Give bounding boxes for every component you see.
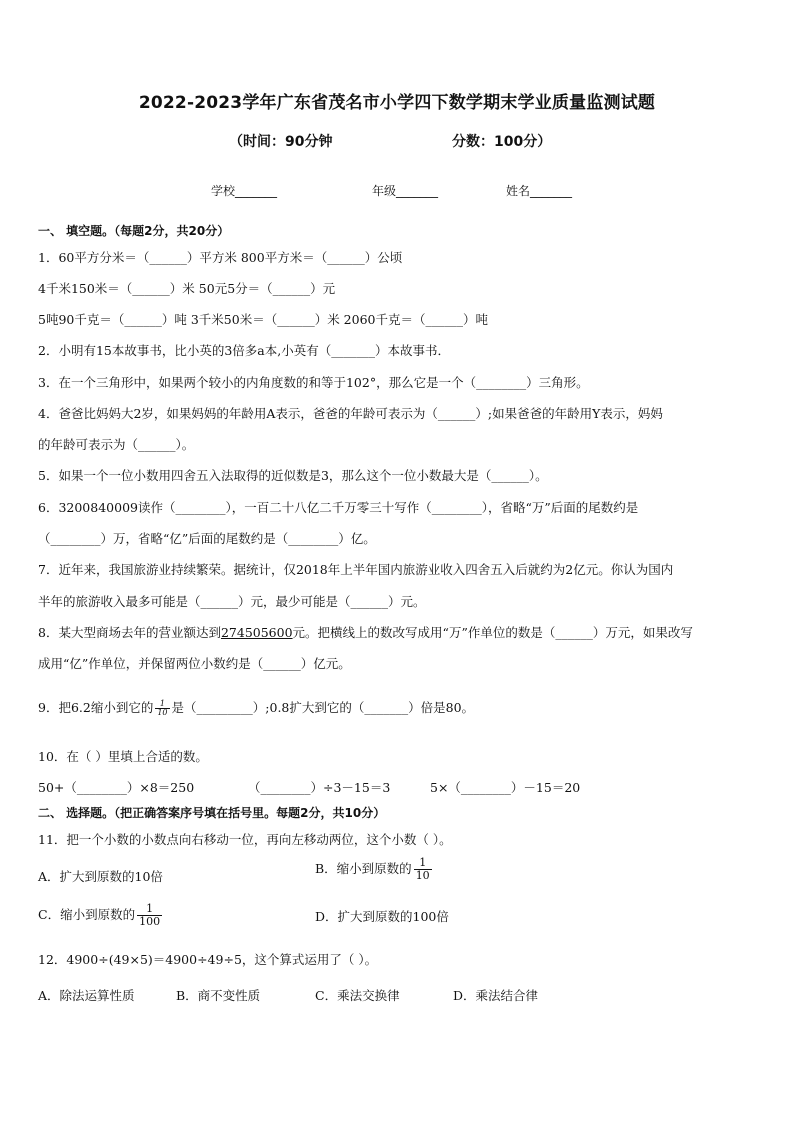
question-11: 11．把一个小数的小数点向右移动一位，再向左移动两位，这个小数（ ）。 [38, 832, 452, 847]
option-12d: D．乘法结合律 [453, 988, 539, 1003]
question-1b: 4千米150米＝（______）米 50元5分＝（______）元 [38, 281, 336, 296]
question-12: 12．4900÷(49×5)＝4900÷49÷5，这个算式运用了（ ）。 [38, 952, 378, 967]
question-9-post: 是（_________）;0.8扩大到它的（_______）倍是80。 [171, 700, 475, 715]
question-1c: 5吨90千克＝（______）吨 3千米50米＝（______）米 2060千克＝（______）吨 [38, 312, 488, 327]
question-8b: 成用“亿”作单位，并保留两位小数约是（______）亿元。 [38, 656, 351, 671]
name-field: 姓名_______ [506, 184, 573, 198]
grade-field: 年级_______ [372, 184, 439, 198]
section1-heading: 一、 填空题。（每题2分，共20分） [38, 224, 230, 238]
fraction-1-10: $\frac{1}{10}$ [415, 856, 430, 882]
question-10: 10．在（ ）里填上合适的数。 [38, 749, 208, 764]
question-9 [38, 700, 474, 717]
question-10a: 50+（________）×8＝250 [38, 780, 195, 795]
question-4b: 的年龄可表示为（______）。 [38, 437, 195, 452]
option-12b: B．商不变性质 [176, 988, 261, 1003]
question-6a: 6．3200840009读作（________），一百二十八亿二千万零三十写作（________），省略“万”后面的尾数约是 [38, 500, 639, 515]
exam-score: 分数：100分） [452, 134, 552, 150]
question-8a [38, 625, 693, 641]
question-7b: 半年的旅游收入最多可能是（______）元，最少可能是（______）元。 [38, 594, 426, 609]
question-1a: 1．60平方分米＝（______）平方米 800平方米＝（______）公顷 [38, 250, 403, 265]
option-11c: C．缩小到原数的 $\frac{1}{100}$ [38, 902, 161, 928]
option-11b: B．缩小到原数的 $\frac{1}{10}$ [315, 856, 430, 882]
question-8a-number: 274505600 [220, 625, 293, 640]
question-9-pre: 9．把6.2缩小到它的 [38, 700, 154, 715]
fraction-one-tenth: $\frac{1}{10}$ [157, 699, 168, 717]
question-10b: （________）÷3－15＝3 [248, 780, 391, 795]
question-8a-pre: 8．某大型商场去年的营业额达到 [38, 625, 221, 640]
section2-heading: 二、 选择题。（把正确答案序号填在括号里。每题2分，共10分） [38, 806, 386, 820]
exam-time: （时间：90分钟 [229, 134, 333, 150]
option-11a: A．扩大到原数的10倍 [38, 869, 163, 884]
option-12a: A．除法运算性质 [38, 988, 135, 1003]
fraction-1-100: $\frac{1}{100}$ [139, 902, 161, 928]
question-4a: 4．爸爸比妈妈大2岁，如果妈妈的年龄用A表示，爸爸的年龄可表示为（______）;如果爸爸的年龄用Y表示，妈妈 [38, 406, 663, 421]
question-2: 2．小明有15本故事书，比小英的3倍多a本,小英有（_______）本故事书． [38, 343, 450, 358]
question-3: 3．在一个三角形中，如果两个较小的内角度数的和等于102°，那么它是一个（________）三角形。 [38, 375, 589, 390]
question-10c: 5×（________）－15＝20 [430, 780, 581, 795]
question-6b: （________）万，省略“亿”后面的尾数约是（________）亿。 [38, 531, 376, 546]
option-11d: D．扩大到原数的100倍 [315, 909, 449, 924]
question-5: 5．如果一个一位小数用四舍五入法取得的近似数是3，那么这个一位小数最大是（______）。 [38, 468, 548, 483]
question-7a: 7．近年来，我国旅游业持续繁荣。据统计，仅2018年上半年国内旅游业收入四舍五入后就约为2亿元。你认为国内 [38, 562, 674, 577]
option-12c: C．乘法交换律 [315, 988, 400, 1003]
school-field: 学校_______ [211, 184, 278, 198]
question-8a-post: 元。把横线上的数改写成用“万”作单位的数是（______）万元，如果改写 [292, 625, 693, 640]
page-title: 2022-2023学年广东省茂名市小学四下数学期末学业质量监测试题 [138, 93, 656, 113]
